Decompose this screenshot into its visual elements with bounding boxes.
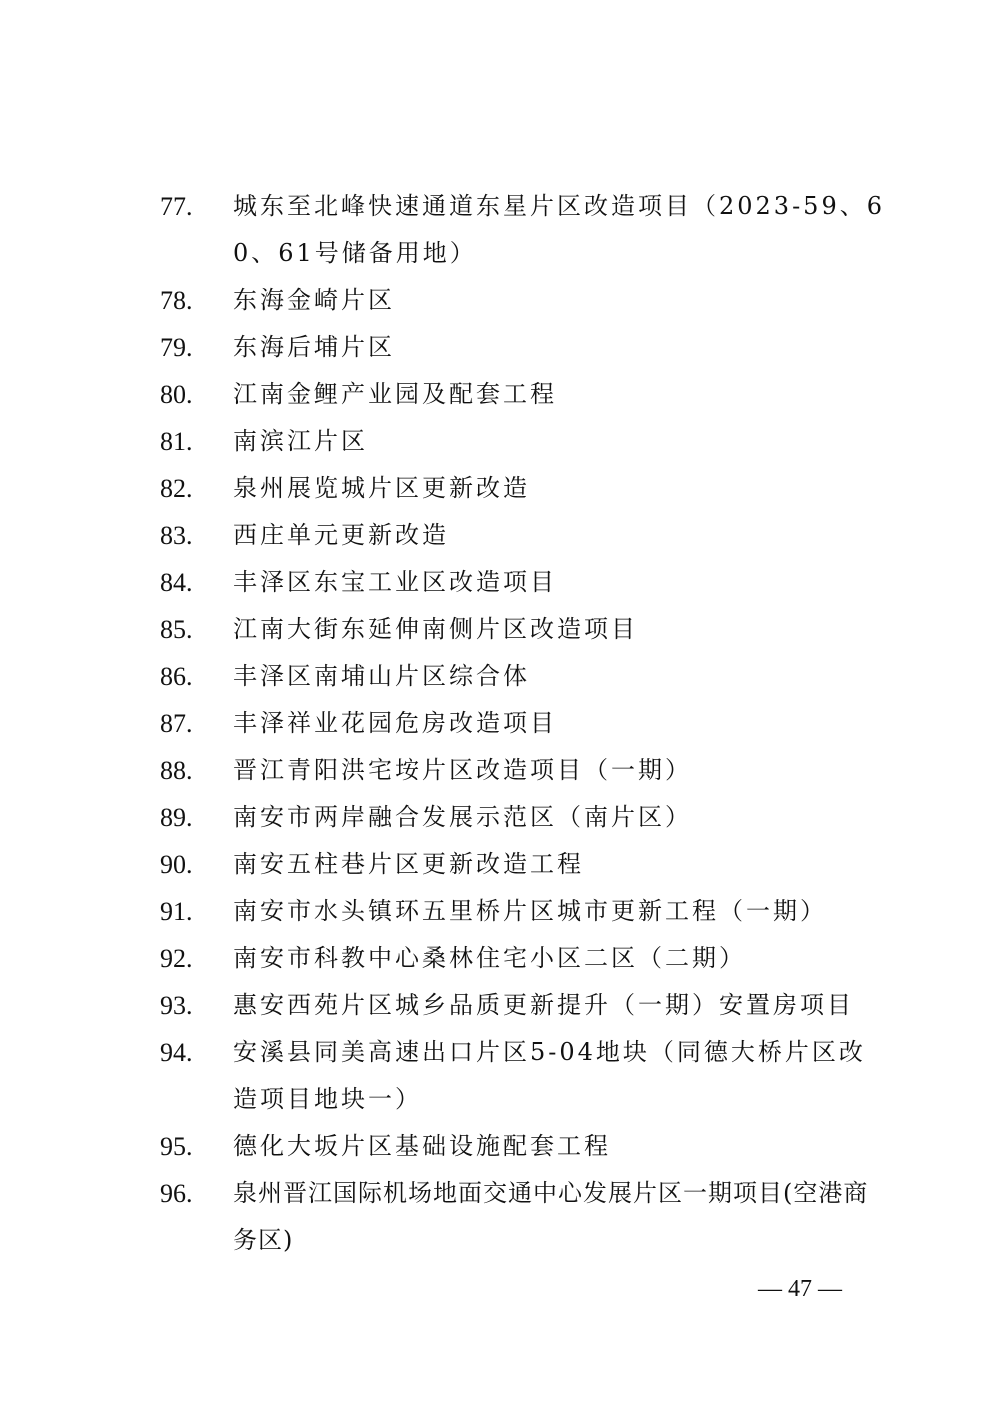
item-text: 丰泽区南埔山片区综合体	[233, 662, 530, 690]
list-item	[160, 418, 890, 465]
project-list	[160, 183, 890, 1264]
item-number: 92.	[160, 944, 193, 973]
list-item	[160, 747, 890, 794]
list-item	[160, 512, 890, 559]
item-text: 惠安西苑片区城乡品质更新提升（一期）安置房项目	[233, 991, 854, 1019]
item-text: 南安市两岸融合发展示范区（南片区）	[233, 803, 692, 831]
list-item	[160, 888, 890, 935]
item-number: 95.	[160, 1132, 193, 1161]
item-text: 南安市科教中心桑林住宅小区二区（二期）	[233, 944, 746, 972]
list-item	[160, 465, 890, 512]
item-text: 德化大坂片区基础设施配套工程	[233, 1132, 611, 1160]
item-number: 86.	[160, 662, 193, 691]
item-text: 江南大街东延伸南侧片区改造项目	[233, 615, 638, 643]
item-number: 96.	[160, 1179, 193, 1208]
list-item	[160, 653, 890, 700]
item-text: 南滨江片区	[233, 427, 368, 455]
item-text: 西庄单元更新改造	[233, 521, 449, 549]
item-text: 安溪县同美高速出口片区5-04地块（同德大桥片区改造项目地块一）	[233, 1038, 866, 1113]
item-text: 城东至北峰快速通道东星片区改造项目（2023-59、60、61号储备用地）	[233, 192, 885, 267]
item-text: 南安五柱巷片区更新改造工程	[233, 850, 584, 878]
item-number: 90.	[160, 850, 193, 879]
list-item	[160, 277, 890, 324]
page-number: — 47 —	[758, 1276, 842, 1302]
list-item	[160, 183, 890, 277]
item-number: 94.	[160, 1038, 193, 1067]
item-number: 77.	[160, 192, 193, 221]
item-number: 89.	[160, 803, 193, 832]
item-text: 泉州展览城片区更新改造	[233, 474, 530, 502]
item-text: 晋江青阳洪宅垵片区改造项目（一期）	[233, 756, 692, 784]
item-number: 87.	[160, 709, 193, 738]
list-item	[160, 1170, 890, 1264]
item-number: 84.	[160, 568, 193, 597]
item-number: 78.	[160, 286, 193, 315]
list-item	[160, 606, 890, 653]
list-item	[160, 794, 890, 841]
item-number: 91.	[160, 897, 193, 926]
list-item	[160, 1123, 890, 1170]
item-number: 79.	[160, 333, 193, 362]
list-item	[160, 982, 890, 1029]
item-text: 泉州晋江国际机场地面交通中心发展片区一期项目(空港商务区)	[233, 1179, 869, 1254]
item-number: 88.	[160, 756, 193, 785]
list-item	[160, 371, 890, 418]
item-number: 93.	[160, 991, 193, 1020]
item-number: 82.	[160, 474, 193, 503]
list-item	[160, 324, 890, 371]
item-text: 南安市水头镇环五里桥片区城市更新工程（一期）	[233, 897, 827, 925]
item-number: 80.	[160, 380, 193, 409]
item-number: 85.	[160, 615, 193, 644]
list-item	[160, 700, 890, 747]
list-item	[160, 1029, 890, 1123]
item-text: 丰泽祥业花园危房改造项目	[233, 709, 557, 737]
item-text: 东海金崎片区	[233, 286, 395, 314]
list-item	[160, 935, 890, 982]
item-text: 江南金鲤产业园及配套工程	[233, 380, 557, 408]
item-number: 81.	[160, 427, 193, 456]
item-text: 东海后埔片区	[233, 333, 395, 361]
list-item	[160, 841, 890, 888]
item-text: 丰泽区东宝工业区改造项目	[233, 568, 557, 596]
list-item	[160, 559, 890, 606]
item-number: 83.	[160, 521, 193, 550]
